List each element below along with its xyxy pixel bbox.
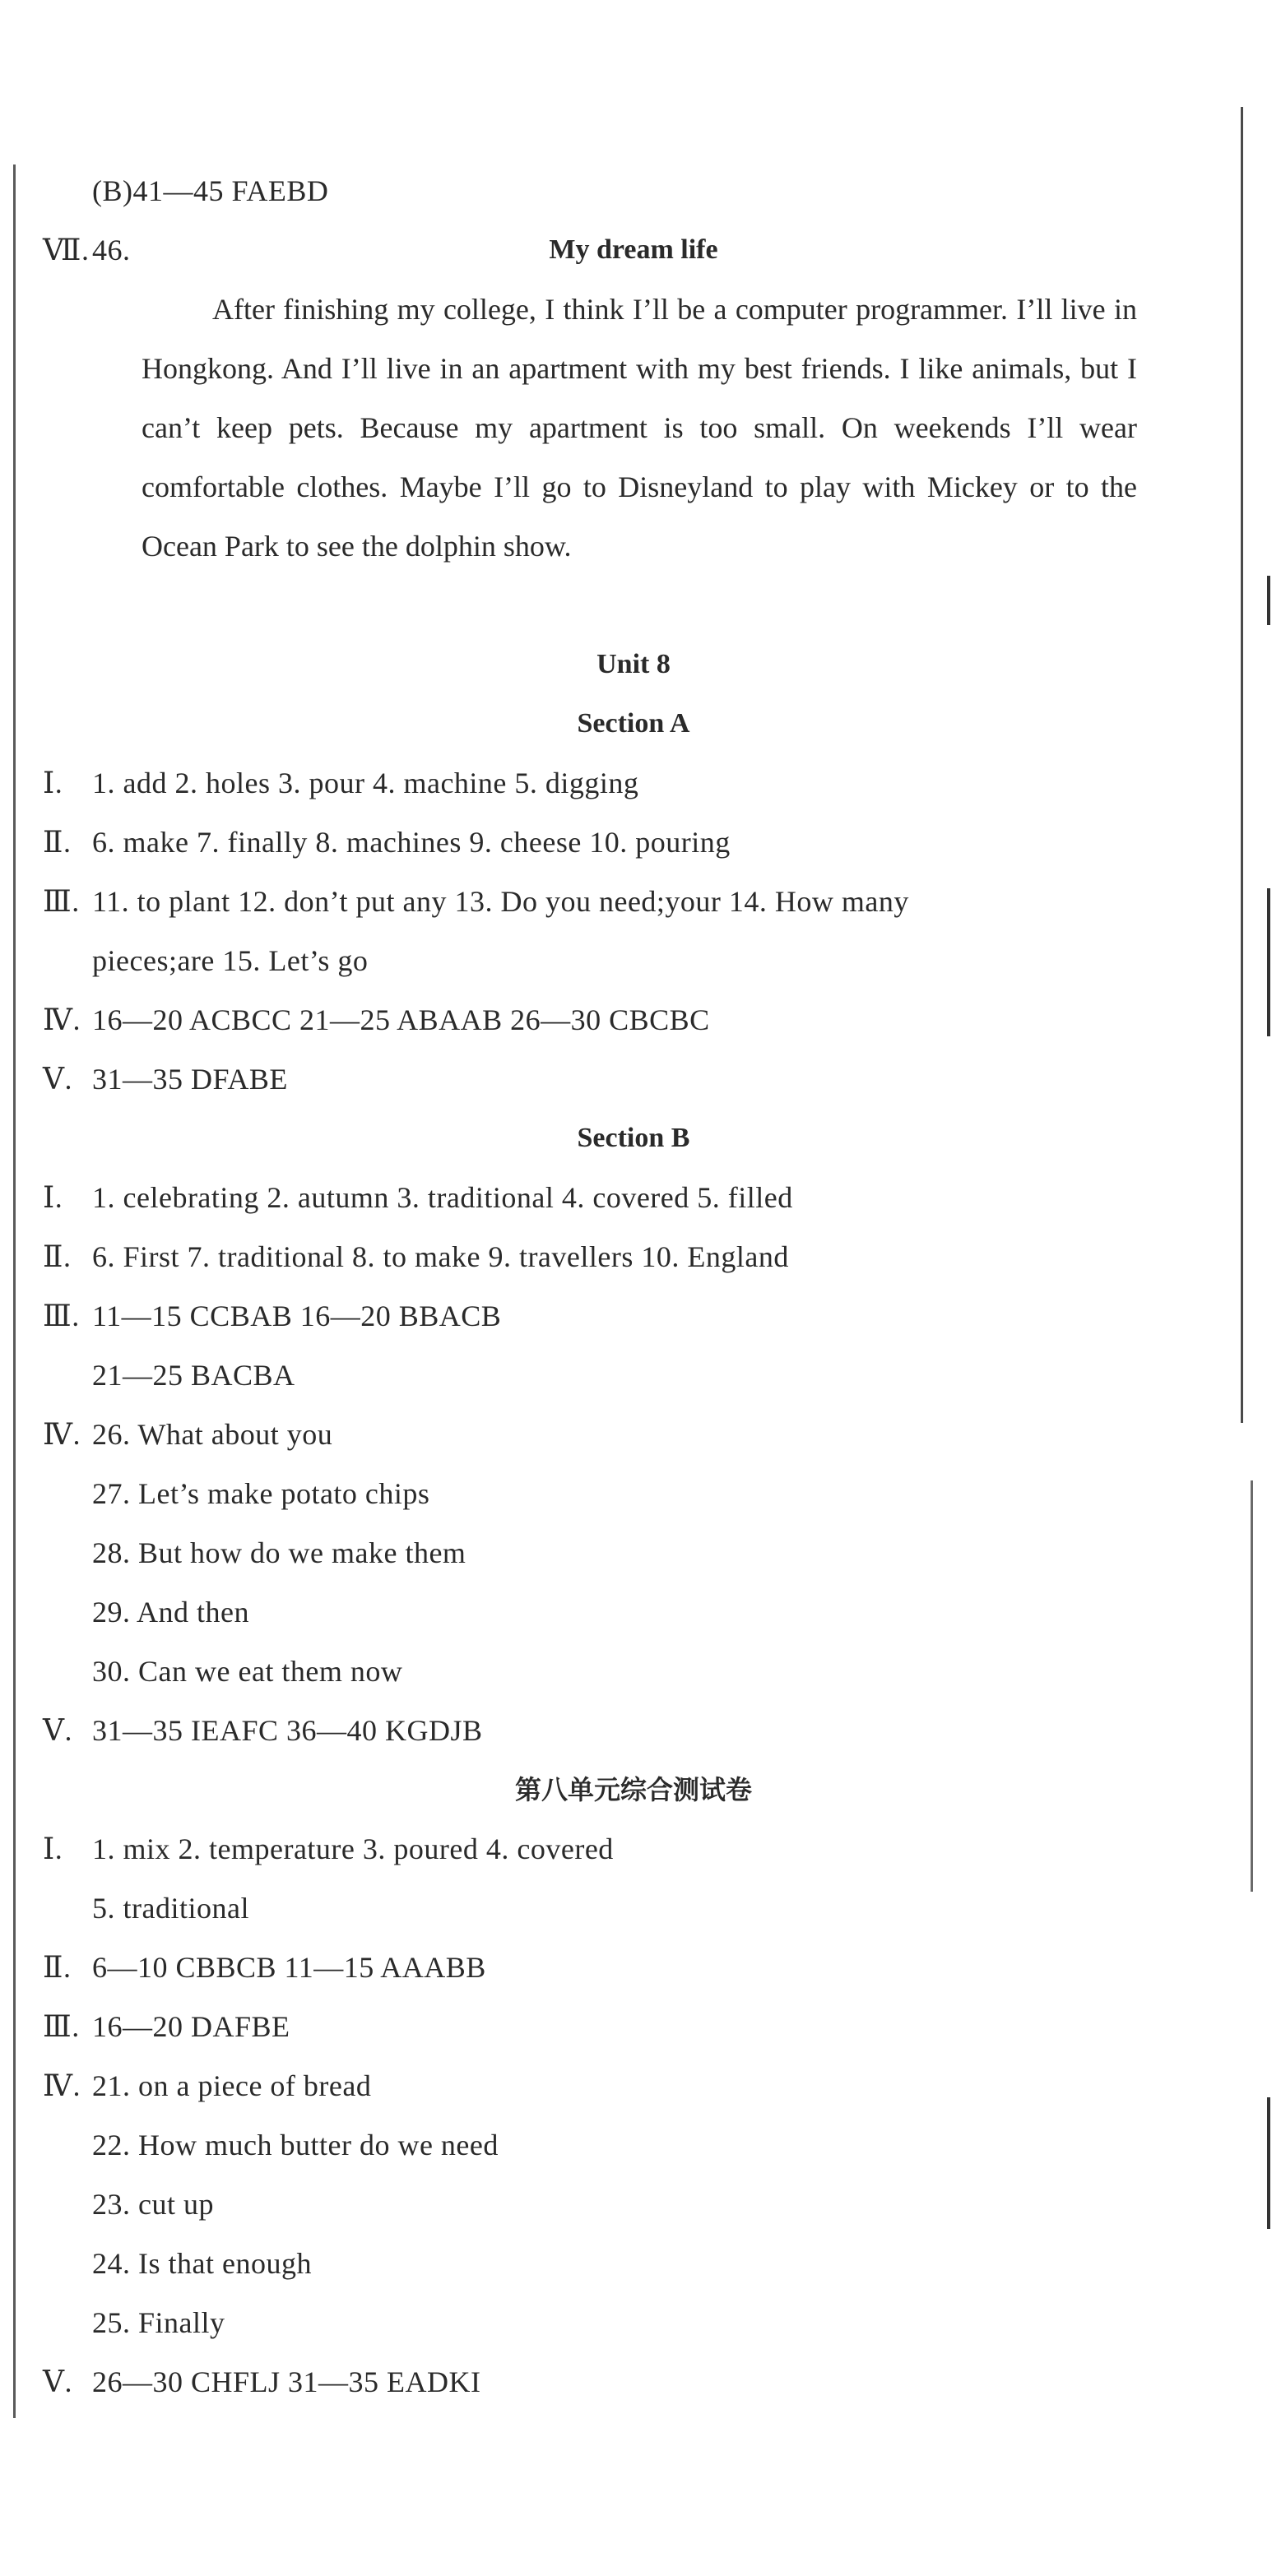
answer-text: 6. make 7. finally 8. machines 9. cheese 10. pouring bbox=[92, 826, 731, 859]
answer-text: 21. on a piece of bread bbox=[92, 2069, 372, 2102]
answer-text: 21—25 BACBA bbox=[92, 1359, 295, 1392]
answer-text: pieces;are 15. Let’s go bbox=[92, 944, 369, 977]
answer-text: 27. Let’s make potato chips bbox=[92, 1477, 430, 1510]
answer-text: 6. First 7. traditional 8. to make 9. travellers 10. England bbox=[92, 1240, 789, 1273]
essay-paragraph: After finishing my college, I think I’ll be a computer programmer. I’ll live in Hongkong. And I’ll live in an apartment with my best friends. I like animals, but I can’t keep pets. Because my apartment is too small. On weekends I’ll wear comfortable clothes. Maybe I’ll go to Disneyland to play with Mickey or to the Ocean Park to see the dolphin show. bbox=[142, 293, 1137, 563]
answer-text: 23. cut up bbox=[92, 2188, 214, 2221]
answer-text: 25. Finally bbox=[92, 2306, 225, 2339]
answer-text: 31—35 IEAFC 36—40 KGDJB bbox=[92, 1714, 483, 1747]
unit-test-heading: 第八单元综合测试卷 bbox=[514, 1774, 752, 1805]
answer-text: 31—35 DFABE bbox=[92, 1063, 288, 1096]
answer-text: 16—20 DAFBE bbox=[92, 2010, 290, 2043]
roman-numeral: Ⅲ. bbox=[43, 2010, 80, 2043]
answer-text: 22. How much butter do we need bbox=[92, 2129, 499, 2161]
answer-text: 30. Can we eat them now bbox=[92, 1655, 403, 1688]
unit-heading: Unit 8 bbox=[596, 649, 671, 679]
answer-text: 1. add 2. holes 3. pour 4. machine 5. digging bbox=[92, 767, 639, 799]
edge-mark bbox=[1267, 576, 1270, 625]
left-margin-rule bbox=[13, 164, 16, 2418]
essay-title: My dream life bbox=[549, 234, 718, 265]
roman-numeral: Ⅶ. bbox=[43, 234, 90, 266]
section-a-heading: Section A bbox=[577, 708, 690, 739]
section-b-heading: Section B bbox=[577, 1123, 690, 1153]
roman-numeral: Ⅲ. bbox=[43, 1300, 80, 1332]
answer-text: 26—30 CHFLJ 31—35 EADKI bbox=[92, 2365, 481, 2398]
answer-text: 46. bbox=[92, 234, 131, 266]
roman-numeral: Ⅱ. bbox=[43, 1240, 72, 1273]
answer-text: 29. And then bbox=[92, 1596, 249, 1629]
answer-text: 28. But how do we make them bbox=[92, 1536, 466, 1569]
answer-text: (B)41—45 FAEBD bbox=[92, 174, 329, 207]
roman-numeral: Ⅰ. bbox=[43, 1181, 63, 1214]
roman-numeral: Ⅳ. bbox=[43, 2069, 81, 2102]
answer-text: 11. to plant 12. don’t put any 13. Do you need;your 14. How many bbox=[92, 885, 909, 918]
answer-text: 24. Is that enough bbox=[92, 2247, 312, 2280]
roman-numeral: Ⅱ. bbox=[43, 1951, 72, 1984]
answer-text: 5. traditional bbox=[92, 1892, 249, 1925]
right-edge-shadow-lower bbox=[1251, 1480, 1253, 1892]
roman-numeral: Ⅰ. bbox=[43, 767, 63, 799]
roman-numeral: Ⅴ. bbox=[43, 1714, 72, 1747]
answer-text: 11—15 CCBAB 16—20 BBACB bbox=[92, 1300, 502, 1332]
roman-numeral: Ⅳ. bbox=[43, 1418, 81, 1451]
answer-text: 16—20 ACBCC 21—25 ABAAB 26—30 CBCBC bbox=[92, 1003, 710, 1036]
answer-text: 6—10 CBBCB 11—15 AAABB bbox=[92, 1951, 486, 1984]
roman-numeral: Ⅲ. bbox=[43, 885, 80, 918]
roman-numeral: Ⅴ. bbox=[43, 2365, 72, 2398]
roman-numeral: Ⅰ. bbox=[43, 1832, 63, 1865]
answer-text: 1. celebrating 2. autumn 3. traditional 4. covered 5. filled bbox=[92, 1181, 793, 1214]
roman-numeral: Ⅴ. bbox=[43, 1063, 72, 1096]
right-edge-shadow bbox=[1241, 107, 1243, 1423]
answer-text: 26. What about you bbox=[92, 1418, 333, 1451]
roman-numeral: Ⅳ. bbox=[43, 1003, 81, 1036]
edge-mark bbox=[1267, 888, 1270, 1036]
answer-text: 1. mix 2. temperature 3. poured 4. covered bbox=[92, 1832, 614, 1865]
roman-numeral: Ⅱ. bbox=[43, 826, 72, 859]
edge-mark bbox=[1267, 2097, 1270, 2229]
